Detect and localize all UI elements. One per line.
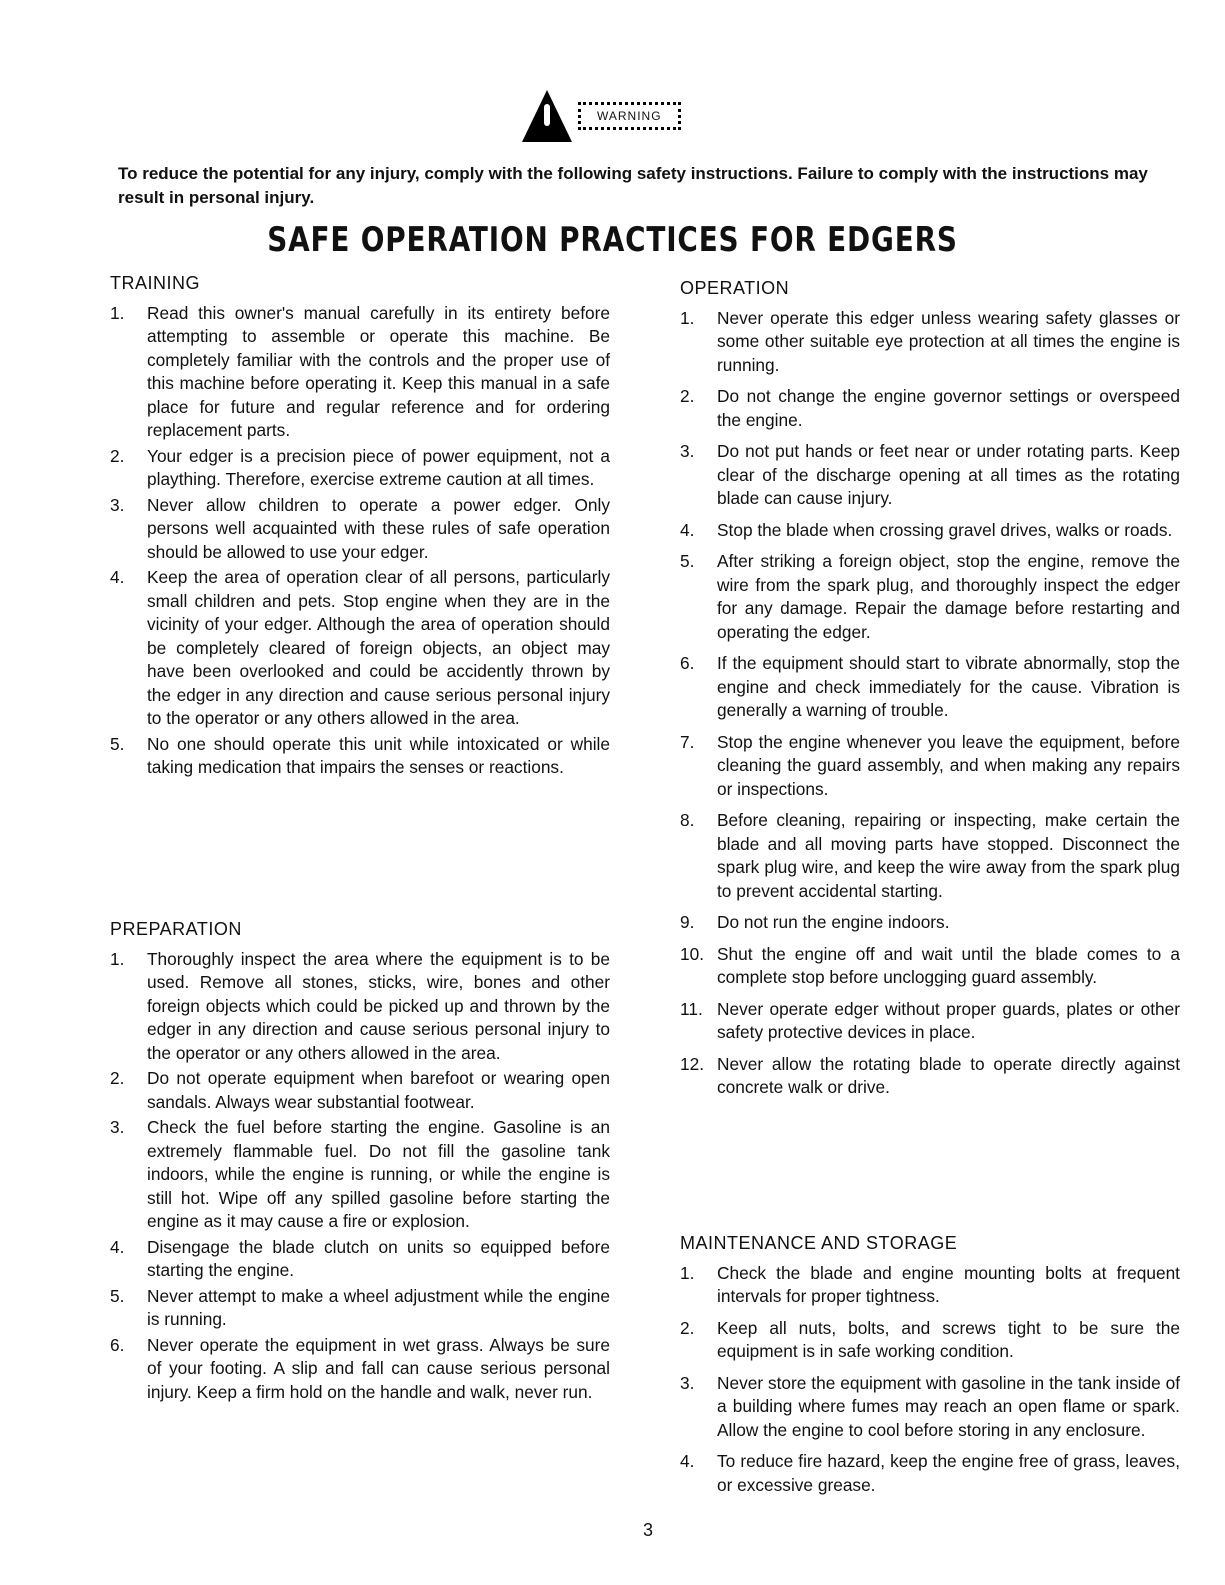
section-training: [110, 272, 610, 782]
list-item: [110, 445, 610, 492]
item-number: 5.: [110, 733, 125, 754]
list-item: [110, 1285, 610, 1332]
item-text: If the equipment should start to vibrate abnormally, stop the engine and check immediately for the cause. Vibration is generally a warning of trouble.: [717, 653, 1180, 720]
item-number: 7.: [680, 731, 695, 752]
list-item: [680, 1372, 1180, 1443]
list-item: [680, 1262, 1180, 1309]
item-text: Do not put hands or feet near or under rotating parts. Keep clear of the discharge opening at all times as the rotating blade can cause injury.: [717, 441, 1180, 508]
item-text: Never allow the rotating blade to operate directly against concrete walk or drive.: [717, 1053, 1180, 1097]
item-number: 4.: [110, 1236, 125, 1257]
section-heading: OPERATION: [680, 278, 790, 298]
list-item: [110, 566, 610, 731]
item-text: Never allow children to operate a power edger. Only persons well acquainted with these rules of safe operation should be allowed to use your edger.: [147, 494, 610, 562]
warning-label: WARNING: [578, 102, 681, 130]
item-text: Never attempt to make a wheel adjustment while the engine is running.: [147, 1285, 610, 1329]
item-number: 3.: [680, 1372, 695, 1393]
list-item: [680, 998, 1180, 1045]
item-number: 8.: [680, 810, 695, 830]
section-preparation: [110, 918, 610, 1406]
item-text: Read this owner's manual carefully in its entirety before attempting to assemble or operate this machine. Be completely familiar with the controls and the proper use of this machine before operating it. Keep this manual in a safe place for future and regular reference and for ordering replacement parts.: [147, 302, 610, 440]
list-item: [680, 307, 1180, 378]
list-item: [110, 494, 610, 565]
list-item: [110, 302, 610, 443]
item-number: 1.: [680, 307, 695, 328]
item-number: 10.: [680, 943, 705, 964]
intro-text: To reduce the potential for any injury, comply with the following safety instructions. Failure to comply with the instructions may result in personal injury.: [118, 164, 1148, 207]
item-number: 12.: [680, 1053, 705, 1074]
item-text: Check the fuel before starting the engine. Gasoline is an extremely flammable fuel. Do not fill the gasoline tank indoors, while the engine is running, or while the engine is still hot. Wipe off any spilled gasoline before starting the engine as it may cause a fire or explosion.: [147, 1117, 610, 1231]
instruction-list: [680, 1262, 1180, 1498]
item-text: Thoroughly inspect the area where the equipment is to be used. Remove all stones, sticks, wire, bones and other foreign objects which could be picked up and thrown by the edger in any direction and cause serious personal injury to the operator or any others allowed in the area.: [147, 948, 610, 1063]
warning-triangle-icon: [522, 90, 572, 142]
section-heading: MAINTENANCE AND STORAGE: [680, 1233, 958, 1253]
section-heading: TRAINING: [110, 273, 201, 293]
item-number: 1.: [680, 1262, 695, 1283]
item-text: Shut the engine off and wait until the blade comes to a complete stop before unclogging guard assembly.: [717, 943, 1180, 987]
item-number: 1.: [110, 302, 125, 323]
item-number: 1.: [110, 948, 125, 969]
item-text: Never operate edger without proper guards, plates or other safety protective devices in place.: [717, 998, 1180, 1042]
item-text: Before cleaning, repairing or inspecting, make certain the blade and all moving parts have stopped. Disconnect the spark plug wire, and keep the wire away from the spark plug to prevent accidental starting.: [717, 810, 1180, 901]
item-number: 6.: [680, 653, 695, 673]
item-number: 6.: [110, 1334, 125, 1355]
item-text: Keep all nuts, bolts, and screws tight to be sure the equipment is in safe working condition.: [717, 1317, 1180, 1361]
item-text: Never store the equipment with gasoline in the tank inside of a building where fumes may reach an open flame or spark. Allow the engine to cool before storing in any enclosure.: [717, 1372, 1180, 1440]
list-item: [680, 943, 1180, 990]
item-number: 4.: [680, 1451, 695, 1471]
item-number: 11.: [680, 998, 703, 1019]
item-text: No one should operate this unit while intoxicated or while taking medication that impairs the senses or reactions.: [147, 733, 610, 777]
item-text: Do not run the engine indoors.: [717, 912, 950, 932]
item-text: Check the blade and engine mounting bolts at frequent intervals for proper tightness.: [717, 1262, 1180, 1306]
section-maintenance: [680, 1232, 1180, 1505]
list-item: [680, 731, 1180, 802]
list-item: [680, 809, 1180, 903]
item-number: 4.: [110, 567, 125, 587]
list-item: [110, 1236, 610, 1283]
list-item: [110, 1116, 610, 1234]
item-number: 2.: [110, 1068, 125, 1088]
item-text: Stop the blade when crossing gravel drives, walks or roads.: [717, 519, 1173, 540]
instruction-list: [110, 302, 610, 780]
section-heading: PREPARATION: [110, 919, 242, 939]
list-item: [680, 440, 1180, 511]
item-number: 2.: [110, 445, 125, 466]
list-item: [680, 1450, 1180, 1497]
list-item: [110, 948, 610, 1066]
item-text: To reduce fire hazard, keep the engine free of grass, leaves, or excessive grease.: [717, 1451, 1180, 1495]
item-number: 3.: [110, 1117, 125, 1137]
item-number: 4.: [680, 519, 695, 540]
list-item: [680, 519, 1180, 543]
item-text: Your edger is a precision piece of power equipment, not a plaything. Therefore, exercise extreme caution at all times.: [147, 445, 610, 489]
item-text: Keep the area of operation clear of all persons, particularly small children and pets. Stop engine when they are in the vicinity of your edger. Although the area of operation should be completely cleared of foreign objects, an object may have been overlooked and could be accidently thrown by the edger in any direction and cause serious personal injury to the operator or any others allowed in the area.: [147, 567, 610, 728]
list-item: [680, 385, 1180, 432]
list-item: [110, 733, 610, 780]
item-text: Disengage the blade clutch on units so equipped before starting the engine.: [147, 1236, 610, 1280]
list-item: [110, 1067, 610, 1114]
item-text: Never operate this edger unless wearing safety glasses or some other suitable eye protection at all times the engine is running.: [717, 307, 1180, 375]
item-text: Do not operate equipment when barefoot or wearing open sandals. Always wear substantial footwear.: [147, 1068, 610, 1112]
page-title: SAFE OPERATION PRACTICES FOR EDGERS: [267, 220, 958, 260]
item-number: 2.: [680, 386, 695, 406]
item-number: 9.: [680, 912, 695, 932]
item-number: 3.: [680, 441, 695, 461]
instruction-list: [110, 948, 610, 1405]
list-item: [680, 652, 1180, 723]
item-text: After striking a foreign object, stop the engine, remove the wire from the spark plug, and thoroughly inspect the edger for any damage. Repair the damage before restarting and operating the edger.: [717, 551, 1180, 642]
item-number: 5.: [680, 551, 695, 571]
item-number: 2.: [680, 1317, 695, 1338]
page-number: 3: [643, 1520, 654, 1540]
item-text: Stop the engine whenever you leave the equipment, before cleaning the guard assembly, and when making any repairs or inspections.: [717, 731, 1180, 799]
item-number: 3.: [110, 494, 125, 515]
list-item: [680, 911, 1180, 935]
list-item: [680, 550, 1180, 644]
list-item: [680, 1053, 1180, 1100]
instruction-list: [680, 307, 1180, 1100]
item-text: Do not change the engine governor settings or overspeed the engine.: [717, 386, 1180, 430]
item-number: 5.: [110, 1285, 125, 1306]
section-operation: [680, 277, 1180, 1108]
list-item: [680, 1317, 1180, 1364]
warning-symbol: [522, 90, 681, 142]
item-text: Never operate the equipment in wet grass. Always be sure of your footing. A slip and fall can cause serious personal injury. Keep a firm hold on the handle and walk, never run.: [147, 1334, 610, 1402]
list-item: [110, 1334, 610, 1405]
